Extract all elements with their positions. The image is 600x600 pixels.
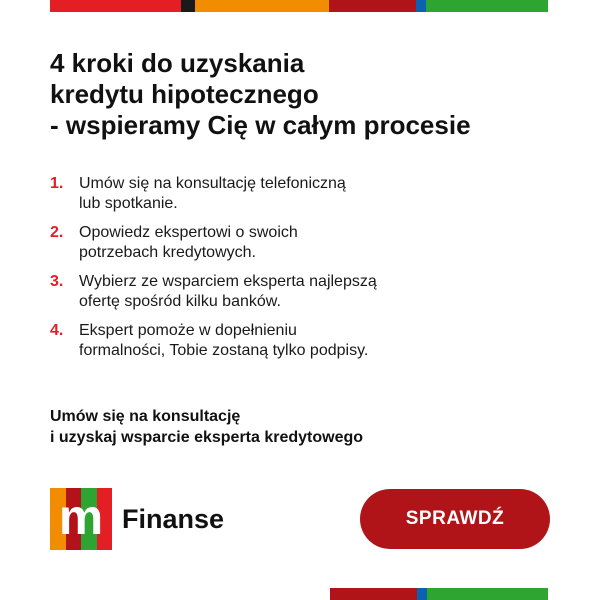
step-text-line: Wybierz ze wsparciem eksperta najlepszą xyxy=(79,273,377,290)
step-text-line: ofertę spośród kilku banków. xyxy=(79,293,281,310)
brand-logo xyxy=(50,488,224,550)
step-text xyxy=(79,321,368,361)
stripe-segment-black xyxy=(181,0,195,12)
stripe-segment-orange xyxy=(195,0,329,12)
mbank-logo-icon xyxy=(50,488,112,550)
step-text xyxy=(79,223,298,263)
step-text-line: formalności, Tobie zostaną tylko podpisy. xyxy=(79,342,369,359)
step-text-line: lub spotkanie. xyxy=(79,195,178,212)
stripe-segment-blue xyxy=(416,0,426,12)
stripe-segment-green xyxy=(427,588,548,600)
step-item xyxy=(50,223,570,263)
cta-text-line-1: Umów się na konsultację xyxy=(50,408,241,425)
bottom-color-stripe xyxy=(50,588,548,600)
step-text-line: Opowiedz ekspertowi o swoich xyxy=(79,224,298,241)
step-text xyxy=(79,174,346,214)
step-number: 2. xyxy=(50,224,64,241)
headline-line-1: 4 kroki do uzyskania xyxy=(50,48,305,78)
cta-text xyxy=(50,406,510,448)
stripe-segment-red xyxy=(50,0,181,12)
cta-text-line-2: i uzyskaj wsparcie eksperta kredytowego xyxy=(50,429,364,446)
stripe-segment-green xyxy=(426,0,548,12)
headline-line-2: kredytu hipotecznego xyxy=(50,79,319,109)
top-color-stripe xyxy=(50,0,548,12)
step-text xyxy=(79,272,377,312)
step-number: 3. xyxy=(50,273,64,290)
step-item xyxy=(50,321,570,361)
step-text-line: Ekspert pomoże w dopełnieniu xyxy=(79,322,297,339)
check-button[interactable]: SPRAWDŹ xyxy=(360,489,550,549)
headline-line-3: - wspieramy Cię w całym procesie xyxy=(50,110,471,140)
stripe-segment-darkred xyxy=(329,0,416,12)
step-number: 4. xyxy=(50,322,64,339)
steps-list xyxy=(50,174,570,370)
stripe-segment-darkred xyxy=(330,588,417,600)
step-item xyxy=(50,272,570,312)
step-item xyxy=(50,174,570,214)
step-text-line: Umów się na konsultację telefoniczną xyxy=(79,175,346,192)
stripe-segment-spacer xyxy=(50,588,330,600)
step-number: 1. xyxy=(50,175,64,192)
logo-letter: m xyxy=(58,489,104,545)
brand-name: Finanse xyxy=(122,503,225,534)
step-text-line: potrzebach kredytowych. xyxy=(79,244,256,261)
stripe-segment-blue xyxy=(417,588,427,600)
page-title xyxy=(50,48,560,141)
